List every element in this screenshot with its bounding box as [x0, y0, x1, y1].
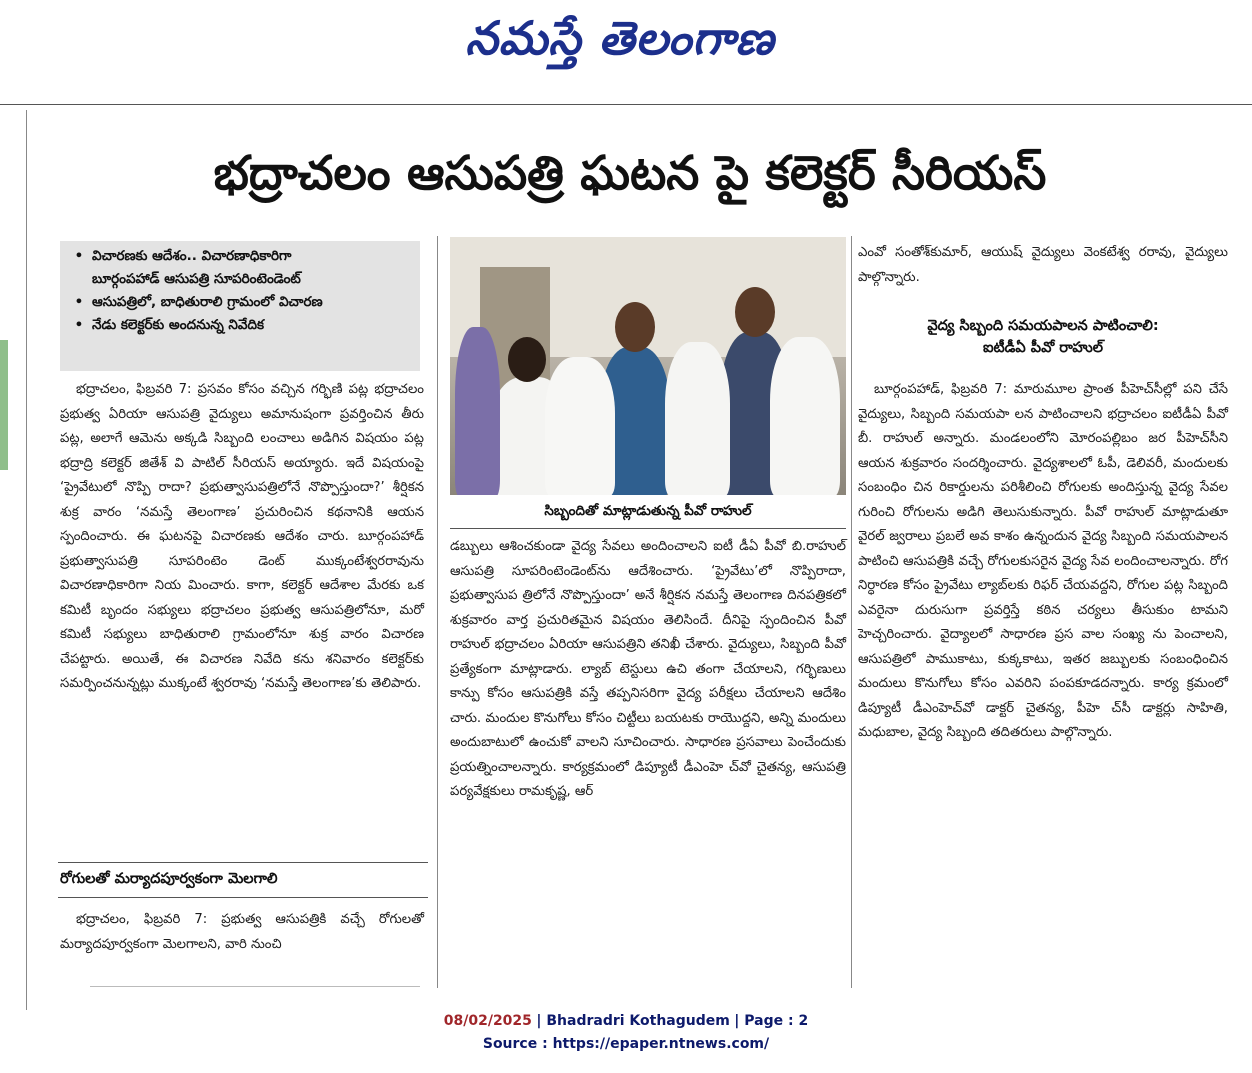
subheading: రోగులతో మర్యాదపూర్వకంగా మెలగాలి — [60, 871, 278, 887]
footer-page: Page : 2 — [744, 1013, 809, 1029]
article-paragraph: డబ్బులు ఆశించకుండా వైద్య సేవలు అందించాలని ఐటీ డీఏ పీవో బి.రాహుల్ ఆసుపత్రి సూపరింటెండెంట్‌ను ఆదేశించారు. ‘ప్రైవేటు’లో నొప్పిరాదా, ప్రభుత్వాసుప త్రిలోనే నొప్పొస్తుందా’ అనే శీర్షికన నమస్తే తెలంగాణ దినపత్రికలో శుక్రవారం వార్త ప్రచురితమైన విషయం తెలిసిందే. దీనిపై స్పందించిన పీవో రాహుల్ భద్రాచలం ఏరియా ఆసుపత్రిని తనిఖీ చేశారు. వైద్యులు, సిబ్బంది పీవో ప్రత్యేకంగా మాట్లాడారు. ల్యాబ్ టెస్టులు ఉచి తంగా చేయాలని, గర్భిణులు కాన్పు కోసం ఆసుపత్రికి వస్తే తప్పనిసరిగా వైద్య పరీక్షలు చేయాలని ఆదేశిం చారు. మందుల కొనుగోలు కోసం చిట్టీలు బయటకు రాయొద్దని, అన్ని మందులు అందుబాటులో ఉంచుకో వాలని సూచించారు. సాధారణ ప్రసవాలు పెంచేందుకు ప్రయత్నించాలన్నారు. కార్యక్రమంలో డిప్యూటీ డీఎంహె చ్‌వో చైతన్య, ఆసుపత్రి పర్యవేక్షకులు రామకృష్ణ, ఆర్ — [450, 539, 846, 799]
footer-edition-line: 08/02/2025 | Bhadradri Kothagudem | Page : 2 — [443, 1013, 809, 1029]
highlight-item: • ఆసుపత్రిలో, బాధితురాలి గ్రామంలో విచారణ — [74, 294, 323, 310]
article-column-3-top — [858, 241, 1228, 290]
highlight-item: • నేడు కలెక్టర్‌కు అందనున్న నివేదిక — [74, 317, 265, 333]
news-photo — [450, 237, 846, 495]
photo-caption: సిబ్బందితో మాట్లాడుతున్న పీవో రాహుల్ — [544, 503, 752, 519]
bottom-divider — [90, 986, 420, 987]
adjacent-photo-fragment — [0, 340, 8, 470]
headline: భద్రాచలం ఆసుపత్రి ఘటన పై కలెక్టర్ సీరియస్ — [213, 146, 1047, 201]
article-paragraph: ఎంవో సంతోశ్‌కుమార్, ఆయుష్ వైద్యులు వెంకటేశ్వ రరావు, వైద్యులు పాల్గొన్నారు. — [858, 245, 1228, 285]
subheading-line: ఐటీడీఏ పీవో రాహుల్ — [982, 340, 1104, 356]
highlights-box — [60, 241, 420, 371]
adjacent-page-strip — [0, 110, 27, 1010]
article-paragraph: భద్రాచలం, ఫిబ్రవరి 7: ప్రభుత్వ ఆసుపత్రికి వచ్చే రోగులతో మర్యాదపూర్వకంగా మెలగాలని, వారి నుంచి — [60, 912, 424, 952]
top-divider — [0, 104, 1252, 105]
footer-edition: Bhadradri Kothagudem — [546, 1013, 730, 1029]
article-column-2 — [450, 535, 846, 805]
highlight-item-continuation: బూర్గంపహాడ్ ఆసుపత్రి సూపరింటెండెంట్ — [92, 271, 301, 287]
footer-source[interactable]: Source : https://epaper.ntnews.com/ — [482, 1036, 770, 1052]
article-paragraph: భద్రాచలం, ఫిబ్రవరి 7: ప్రసవం కోసం వచ్చిన గర్భిణి పట్ల భద్రాచలం ప్రభుత్వ ఏరియా ఆసుపత్రి వైద్యులు అమానుషంగా ప్రవర్తించిన తీరు పట్ల, అలాగే ఆమెను అక్కడి సిబ్బంది లంచాలు అడిగిన విషయం పట్ల భద్రాద్రి కలెక్టర్ జితేశ్ వి పాటిల్ సీరియస్ అయ్యారు. ఇదే విషయంపై ‘ప్రైవేటులో నొప్పి రాదా? ప్రభుత్వాసుపత్రిలోనే నొప్పొస్తుందా?’ శీర్షికన శుక్ర వారం ‘నమస్తే తెలంగాణ’ ప్రచురించిన కథనానికి ఆయన స్పందించారు. ఈ ఘటనపై విచారణకు ఆదేశం చారు. బూర్గంపహాడ్ ప్రభుత్వాసుపత్రి సూపరింటెం డెంట్ ముక్కంటేశ్వరరావును విచారణాధికారిగా నియ మించారు. కాగా, కలెక్టర్ ఆదేశాల మేరకు ఒక కమిటీ బృందం సభ్యులు భద్రాచలం ప్రభుత్వ ఆసుపత్రిలోనూ, మరో కమిటీ సభ్యులు బాధితురాలి గ్రామంలోనూ శుక్ర వారం విచారణ చేపట్టారు. అయితే, ఈ విచారణ నివేది కను శనివారం కలెక్టర్‌కు సమర్పించనున్నట్లు ముక్కంటే శ్వరరావు ‘నమస్తే తెలంగాణ’కు తెలిపారు. — [60, 382, 424, 691]
subheading-line: వైద్య సిబ్బంది సమయపాలన పాటించాలి: — [927, 318, 1159, 334]
column-divider — [851, 236, 852, 988]
caption-divider — [450, 528, 846, 529]
column-divider — [437, 236, 438, 988]
masthead-logo: నమస్తే తెలంగాణ — [465, 11, 775, 65]
article-column-3 — [858, 378, 1228, 746]
highlight-item: • విచారణకు ఆదేశం.. విచారణాధికారిగా — [74, 248, 292, 264]
page-footer — [300, 1010, 952, 1056]
article-column-1-continued — [60, 908, 424, 957]
subheading — [858, 315, 1228, 359]
article-column-1 — [60, 378, 424, 697]
footer-date: 08/02/2025 — [443, 1013, 532, 1029]
article-paragraph: బూర్గంపహాడ్, ఫిబ్రవరి 7: మారుమూల ప్రాంత పీహెచ్‌సీల్లో పని చేసే వైద్యులు, సిబ్బంది సమయపా లన పాటించాలని భద్రాచలం ఐటీడీఏ పీవో బీ. రాహుల్ అన్నారు. మండలంలోని మోరంపల్లిబం జర పీహెచ్‌సీని ఆయన శుక్రవారం సందర్శించారు. వైద్యశాలలో ఓపీ, డెలివరీ, మందులకు సంబంధిం చిన రికార్డులను పరిశీలించి రోగులకు అందిస్తున్న వైద్య సేవల గురించి రోగులను అడిగి తెలుసుకున్నారు. పీవో రాహుల్ మాట్లాడుతూ వైరల్ జ్వరాలు ప్రబలే అవ కాశం ఉన్నందున వైద్య సిబ్బంది సమయపాలన పాటించి ఆసుపత్రికి వచ్చే రోగులకుసరైన వైద్య సేవ లందించాలన్నారు. రోగ నిర్ధారణ కోసం ప్రైవేటు ల్యాబ్‌లకు రిఫర్ చేయవద్దని, రోగుల పట్ల సిబ్బంది ఎవరైనా దురుసుగా ప్రవర్తిస్తే కఠిన చర్యలు తీసుకుం టామని హెచ్చరించారు. వైద్యాలలో సాధారణ ప్రస వాల సంఖ్య ను పెంచాలని, ఆసుపత్రిలో పాముకాటు, కుక్కకాటు, ఇతర జబ్బులకు సంబంధించిన మందులు కొనుగోలు కోసం ఎవరిని పంపకూడదన్నారు. కార్య క్రమంలో డిప్యూటీ డీఎంహెచ్‌వో డాక్టర్ చైతన్య, పీహె చ్‌సీ డాక్టర్లు సాహితి, మధుబాల, వైద్య సిబ్బంది తదితరులు పాల్గొన్నారు. — [858, 382, 1228, 740]
